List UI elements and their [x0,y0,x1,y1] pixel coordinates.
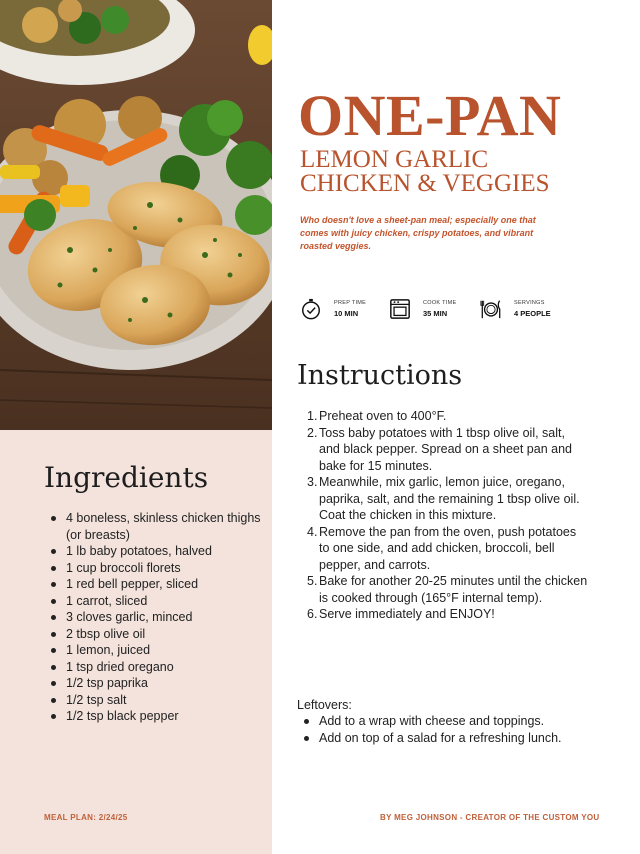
oven-icon [389,298,411,320]
leftovers-list [319,713,609,747]
step-text: Preheat oven to 400°F. [319,409,447,423]
ingredient-item: 1/2 tsp salt [66,692,266,709]
recipe-subtitle-line2: CHICKEN & VEGGIES [300,170,550,197]
stopwatch-icon [300,298,322,320]
ingredient-item: 1 lemon, juiced [66,642,266,659]
step-number: 3. [307,475,318,489]
leftovers-heading: Leftovers: [297,698,352,712]
servings-label: SERVINGS [514,300,545,306]
author-credit: BY MEG JOHNSON - CREATOR OF THE CUSTOM YOU [380,813,600,822]
step-text: Meanwhile, mix garlic, lemon juice, oregano, paprika, salt, and the remaining 1 tbsp olive oil. Coat the chicken in this mixture. [319,475,580,522]
meal-plan-date: MEAL PLAN: 2/24/25 [44,813,128,822]
ingredient-item: 3 cloves garlic, minced [66,609,266,626]
prep-time-value: 10 MIN [334,309,359,318]
step-number: 6. [307,607,318,621]
instruction-step [307,425,589,475]
cook-time-stat [389,298,456,320]
step-text: Remove the pan from the oven, push potatoes to one side, and add chicken, broccoli, bell pepper, and carrots. [319,524,577,572]
instruction-step [307,408,589,425]
instruction-step [307,524,589,574]
left-panel [0,0,272,854]
food-photo-illustration [0,0,272,430]
instruction-step [307,606,589,623]
leftover-item: Add on top of a salad for a refreshing lunch. [319,730,609,747]
step-number: 5. [307,574,318,588]
ingredients-list [66,510,266,725]
ingredients-heading: Ingredients [44,461,209,494]
ingredient-item: 4 boneless, skinless chicken thighs (or breasts) [66,510,266,543]
ingredient-item: 1/2 tsp black pepper [66,708,266,725]
recipe-subtitle-line1: LEMON GARLIC [300,146,489,173]
ingredient-item: 1 tsp dried oregano [66,659,266,676]
recipe-subtitle [300,148,620,196]
ingredient-item: 1 red bell pepper, sliced [66,576,266,593]
instruction-step [307,474,589,524]
prep-time-stat [300,298,366,320]
ingredient-item: 1 cup broccoli florets [66,560,266,577]
food-photo [0,0,272,430]
instructions-list [307,408,589,623]
step-number: 4. [307,524,318,539]
ingredient-item: 1 carrot, sliced [66,593,266,610]
servings-value: 4 PEOPLE [514,309,551,318]
step-text: Serve immediately and ENJOY! [319,607,495,621]
instruction-step [307,573,589,606]
step-text: Bake for another 20-25 minutes until the chicken is cooked through (165°F internal temp). [319,574,588,605]
step-number: 1. [307,409,318,423]
cook-time-label: COOK TIME [423,300,457,306]
step-number: 2. [307,425,318,440]
recipe-description: Who doesn't love a sheet-pan meal; especially one that comes with juicy chicken, crispy potatoes, and vibrant roasted veggies. [300,215,536,251]
plate-cutlery-icon [480,298,502,320]
ingredient-item: 1 lb baby potatoes, halved [66,543,266,560]
leftover-item: Add to a wrap with cheese and toppings. [319,713,609,730]
cook-time-value: 35 MIN [423,309,448,318]
ingredient-item: 2 tbsp olive oil [66,626,266,643]
instructions-heading: Instructions [297,360,463,391]
prep-time-label: PREP TIME [334,300,367,306]
servings-stat [480,298,551,320]
step-text: Toss baby potatoes with 1 tbsp olive oil, salt, and black pepper. Spread on a sheet pan and bake for 15 minutes. [319,425,572,473]
recipe-title: ONE-PAN [298,83,562,148]
ingredient-item: 1/2 tsp paprika [66,675,266,692]
